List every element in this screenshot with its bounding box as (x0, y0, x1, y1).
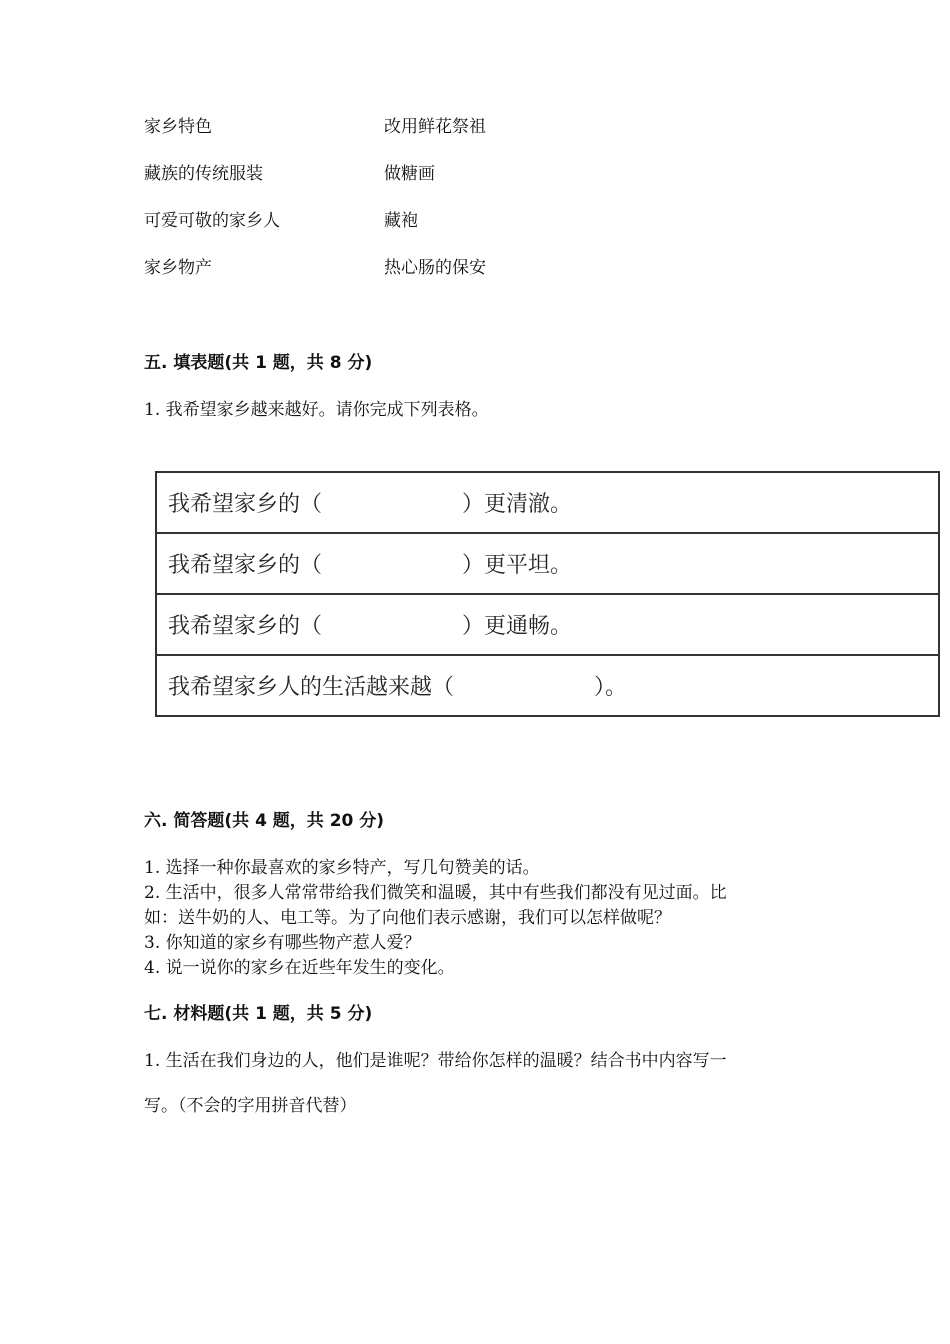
match-right-item: 改用鲜花祭祖 (384, 117, 486, 137)
table-row (156, 472, 939, 533)
row-prefix: 我希望家乡的（ (168, 492, 323, 517)
match-left-item: 可爱可敬的家乡人 (144, 211, 280, 231)
question-line: 如：送牛奶的人、电工等。为了向他们表示感谢，我们可以怎样做呢？ (144, 908, 671, 928)
question-line: 1. 选择一种你最喜欢的家乡特产，写几句赞美的话。 (144, 858, 540, 878)
row-suffix: ）更通畅。 (462, 614, 573, 639)
section5-question: 1. 我希望家乡越来越好。请你完成下列表格。 (144, 400, 489, 420)
question-line: 1. 生活在我们身边的人，他们是谁呢？带给你怎样的温暖？结合书中内容写一 (144, 1051, 727, 1071)
row-suffix: ）更平坦。 (462, 553, 573, 578)
match-right-item: 做糖画 (384, 164, 435, 184)
question-line: 4. 说一说你的家乡在近些年发生的变化。 (144, 958, 455, 978)
question-line: 3. 你知道的家乡有哪些物产惹人爱？ (144, 933, 421, 953)
table-row (156, 655, 939, 716)
match-right-item: 藏袍 (384, 211, 418, 231)
table-row (156, 594, 939, 655)
question-line: 2. 生活中，很多人常常带给我们微笑和温暖，其中有些我们都没有见过面。比 (144, 883, 727, 903)
table-row (156, 533, 939, 594)
section5-heading: 五. 填表题(共 1 题，共 8 分) (144, 353, 373, 373)
row-suffix: ）更清澈。 (462, 492, 573, 517)
section7-heading: 七. 材料题(共 1 题，共 5 分) (144, 1004, 373, 1024)
match-right-item: 热心肠的保安 (384, 258, 486, 278)
match-left-item: 藏族的传统服装 (144, 164, 263, 184)
row-prefix: 我希望家乡的（ (168, 614, 323, 639)
match-left-item: 家乡特色 (144, 117, 212, 137)
match-left-item: 家乡物产 (144, 258, 212, 278)
row-prefix: 我希望家乡人的生活越来越（ (168, 675, 455, 700)
row-prefix: 我希望家乡的（ (168, 553, 323, 578)
fill-in-table (155, 471, 940, 717)
row-suffix: ）。 (594, 675, 628, 700)
question-line: 写。（不会的字用拼音代替） (144, 1096, 357, 1116)
section6-heading: 六. 简答题(共 4 题，共 20 分) (144, 811, 385, 831)
